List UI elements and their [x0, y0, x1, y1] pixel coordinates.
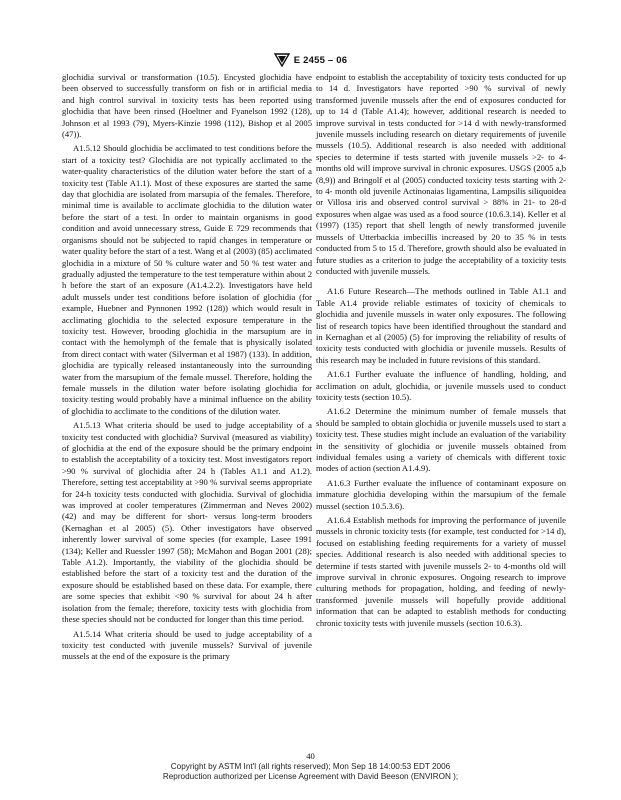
paragraph: endpoint to establish the acceptability of toxicity tests conducted for up to 14 d. Investigators have reported >90 % survival of newly transformed juvenile mussels after the end of exposures conducted for up to 14 d (Table A1.4); however, additional research is needed to improve survival in tests conducted for >14 d with newly-transformed juvenile mussels including research on dietary requirements of juvenile mussels (10.5). Additional research is also needed with additional species to determine if tests started with juvenile mussels >2- to 4-months old will improve survival in chronic exposures. USGS (2005 a,b (8,9)) and Bringolf et al (2005) conducted toxicity tests starting with 2- to 4- month old juvenile Actinonaias ligamentina, Lampsilis siliquoidea or Villosa iris and observed control survival > 88% in 21- to 28-d exposures when algae was used as a food source (10.6.3.14). Keller et al (1997) (135) report that shell length of newly transformed juvenile mussels of Utterbackia imbecillis increased by 20 to 35 % in tests conducted from 5 to 15 d. Therefore, growth should also be evaluated in future studies as a criterion to judge the acceptability of a toxicity tests conducted with juvenile mussels.: [316, 72, 566, 276]
right-column: [316, 72, 566, 629]
paragraph: A1.5.12 Should glochidia be acclimated to test conditions before the start of a toxicity test? Glochidia are not typically acclimated to the water-quality characteristics of the dilution water before the start of a toxicity test (Table A1.1). Most of these exposures are started the same day that glochidia are isolated from marsupia of the females. Therefore, minimal time is available to acclimate glochidia to the dilution water before the start of a test. In order to maintain organisms in good condition and avoid unnecessary stress, Guide E 729 recommends that organisms should not be subjected to rapid changes in temperature or water quality before the start of a test. Wang et al (2003) (85) acclimated glochidia in a mixture of 50 % culture water and 50 % test water and gradually adjusted the temperature to the test temperature within about 2 h before the start of an exposure (A1.4.2.2). Investigators have held adult mussels under test conditions before isolation of glochidia (for example, Huebner and Pynnonen 1992 (128)) which would result in acclimating glochidia to the selected exposure temperature in the toxicity test. However, brooding glochidia in the marsupium are in contact with the hemolymph of the female that is physically isolated from direct contact with water (Silverman et al 1987) (133). In addition, glochidia are typically released instantaneously into the surrounding water from the marsupium of the female mussel. Therefore, holding the female mussels in the dilution water before isolating glochidia for toxicity testing would probably have a minimal influence on the ability of glochidia to acclimate to the conditions of the dilution water.: [62, 143, 312, 416]
paragraph: glochidia survival or transformation (10.5). Encysted glochidia have been observed to successfully transform on fish or in artificial media and high control survival in toxicity tests has been reported using glochidia that have been rinsed (Hoeltner and Fyanelson 1992 (128), Johnson et al 1993 (79), Myers-Kinzie 1998 (112), Bishop et al 2005 (47)).: [62, 72, 312, 140]
copyright-notice: [0, 762, 621, 782]
copyright-line: Reproduction authorized per License Agreement with David Beeson (ENVIRON );: [162, 772, 459, 781]
left-column: [62, 72, 312, 663]
paragraph: A1.5.14 What criteria should be used to judge acceptability of a toxicity test conducted with juvenile mussels? Survival of juvenile mussels at the end of the exposure is the primary: [62, 628, 312, 662]
standard-designation: E 2455 – 06: [293, 54, 348, 66]
paragraph: A1.6.3 Further evaluate the influence of contaminant exposure on immature glochidia developing within the marsupium of the female mussel (section 10.5.3.6).: [316, 477, 566, 511]
paragraph: A1.5.13 What criteria should be used to judge acceptability of a toxicity test conducted with glochidia? Survival (measured as viability) of glochidia at the end of the exposure should be the primary endpoint to establish the acceptability of a toxicity test. Most investigators report >90 % survival of glochidia after 24 h (Tables A1.1 and A1.2). Therefore, setting test acceptability at >90 % survival seems appropriate for 24-h toxicity tests conducted with glochidia. Survival of glochidia was improved at cooler temperatures (Zimmerman and Neves 2002) (42) and may be different for short- versus long-term brooders (Kernaghan et al 2005) (5). Other investigators have observed inherently lower survival of some species (for example, Lasee 1991 (134); Keller and Ruessler 1997 (58); McMahon and Bogan 2001 (28); Table A1.2). Importantly, the viability of the glochidia should be established before the start of a toxicity test and the duration of the exposure should be established based on these data. For example, there are some species that exhibit <90 % survival for about 24 h after isolation from the female; therefore, toxicity tests with glochidia from these species should not be conducted for longer than this time period.: [62, 420, 312, 625]
paragraph: A1.6.1 Further evaluate the influence of handling, holding, and acclimation on adult, glochidia, or juvenile mussels used to conduct toxicity tests (section 10.5).: [316, 369, 566, 402]
page-header: [0, 52, 621, 68]
paragraph: A1.6.2 Determine the minimum number of female mussels that should be sampled to obtain glochidia or juvenile mussels used to start a toxicity test. These studies might include an evaluation of the variability in the sensitivity of glochidia or juvenile mussels obtained from individual females using a variety of chemicals with different toxic modes of action (section A1.4.9).: [316, 406, 566, 474]
astm-logo-icon: [274, 53, 290, 67]
copyright-line: Copyright by ASTM Int'l (all rights reserved); Mon Sep 18 14:00:53 EDT 2006: [170, 762, 451, 771]
page-number: 40: [306, 751, 315, 761]
paragraph: A1.6.4 Establish methods for improving the performance of juvenile mussels in chronic toxicity tests (for example, test conducted for >14 d), focused on establishing feeding requirements for a variety of mussel species. Additional research is also needed with additional species to determine if tests started with juvenile mussels 2- to 4-months old will improve survival in chronic exposures. Ongoing research to improve culturing methods for propagation, holding, and feeding of newly-transformed juvenile mussels will hopefully provide additional information that can be adapted to establish methods for conducting chronic toxicity tests with juvenile mussels (section 10.6.3).: [316, 515, 566, 628]
paragraph: A1.6 Future Research—The methods outlined in Table A1.1 and Table A1.4 provide reliable estimates of toxicity of chemicals to glochidia and juvenile mussels in water only exposures. The following list of research topics have been identified throughout the standard and in Kernaghan et al (2005) (5) for improving the reliability of results of toxicity tests conducted with glochidia or juvenile mussels. Results of this research may be included in future revisions of this standard.: [316, 286, 566, 365]
